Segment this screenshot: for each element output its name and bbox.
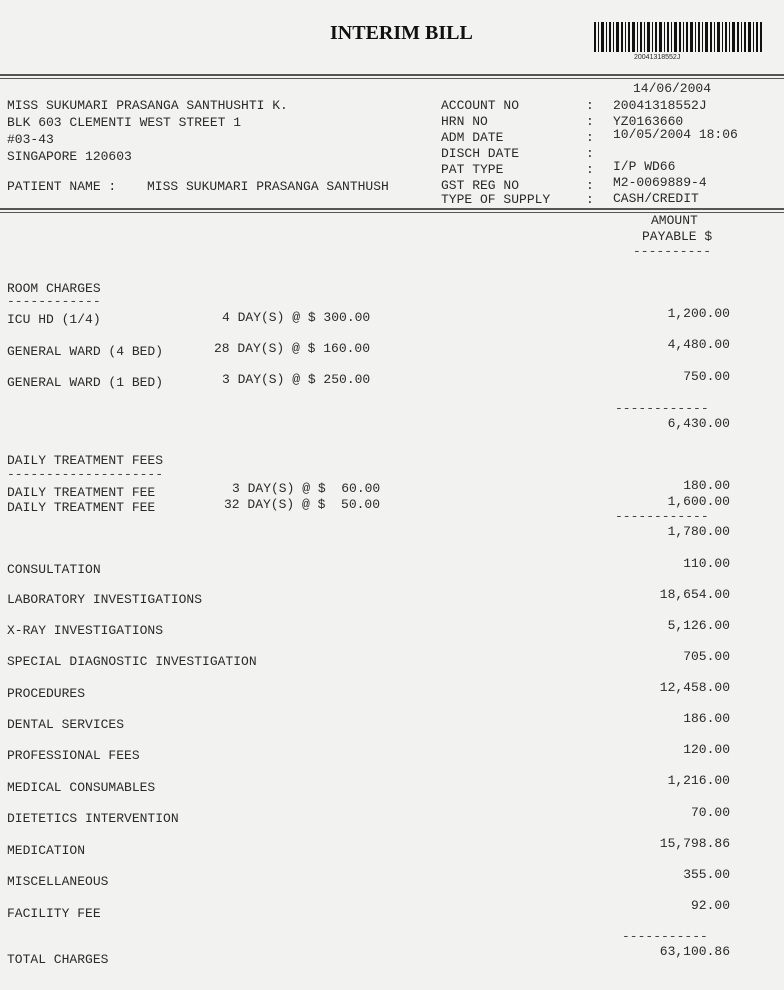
account-no-label: ACCOUNT NO: [441, 98, 520, 113]
type-of-supply-sep: :: [586, 192, 594, 207]
daily-treatment-item-amount: 1,600.00: [667, 494, 730, 509]
total-charges-label: TOTAL CHARGES: [7, 952, 109, 967]
adm-date-value: 10/05/2004 18:06: [613, 127, 738, 142]
room-item-qty: 28 DAY(S) @ $ 160.00: [214, 341, 371, 356]
amount-header-underline: ----------: [633, 244, 712, 259]
charge-amount: 186.00: [683, 711, 730, 726]
adm-date-sep: :: [586, 130, 594, 145]
room-item-desc: GENERAL WARD (4 BED): [7, 344, 164, 359]
total-charges-amount: 63,100.86: [659, 944, 730, 959]
charge-desc: CONSULTATION: [7, 562, 101, 577]
barcode-icon: [592, 22, 764, 52]
charge-amount: 120.00: [683, 742, 730, 757]
room-item-desc: GENERAL WARD (1 BED): [7, 375, 164, 390]
daily-treatment-item-amount: 180.00: [683, 478, 730, 493]
hrn-no-label: HRN NO: [441, 114, 488, 129]
header-rule-thin: [0, 78, 784, 79]
header-rule: [0, 74, 784, 76]
charge-amount: 110.00: [683, 556, 730, 571]
adm-date-label: ADM DATE: [441, 130, 504, 145]
address-line-1: MISS SUKUMARI PRASANGA SANTHUSHTI K.: [7, 98, 288, 113]
details-rule: [0, 208, 784, 210]
bill-date: 14/06/2004: [633, 81, 712, 96]
room-item-desc: ICU HD (1/4): [7, 312, 101, 327]
address-line-4: SINGAPORE 120603: [7, 149, 132, 164]
account-no-value: 20041318552J: [613, 98, 707, 113]
daily-treatment-subtotal-rule: ------------: [615, 509, 709, 524]
room-charges-heading: ROOM CHARGES: [7, 281, 101, 296]
total-rule: -----------: [622, 929, 708, 944]
room-item-qty: 4 DAY(S) @ $ 300.00: [222, 310, 371, 325]
charge-desc: X-RAY INVESTIGATIONS: [7, 623, 164, 638]
room-item-qty: 3 DAY(S) @ $ 250.00: [222, 372, 371, 387]
disch-date-sep: :: [586, 146, 594, 161]
disch-date-label: DISCH DATE: [441, 146, 520, 161]
daily-treatment-heading: DAILY TREATMENT FEES: [7, 453, 164, 468]
document-title: INTERIM BILL: [330, 22, 473, 44]
room-item-amount: 1,200.00: [667, 306, 730, 321]
amount-header-line-2: PAYABLE $: [642, 229, 713, 244]
charge-desc: DIETETICS INTERVENTION: [7, 811, 179, 826]
daily-treatment-item-qty: 32 DAY(S) @ $ 50.00: [224, 497, 381, 512]
address-line-2: BLK 603 CLEMENTI WEST STREET 1: [7, 115, 242, 130]
pat-type-label: PAT TYPE: [441, 162, 504, 177]
charge-amount: 92.00: [690, 898, 730, 913]
charge-desc: MEDICAL CONSUMABLES: [7, 780, 156, 795]
charge-amount: 705.00: [683, 649, 730, 664]
charge-amount: 1,216.00: [667, 773, 730, 788]
pat-type-sep: :: [586, 162, 594, 177]
room-item-amount: 4,480.00: [667, 337, 730, 352]
type-of-supply-label: TYPE OF SUPPLY: [441, 192, 551, 207]
daily-treatment-item-desc: DAILY TREATMENT FEE: [7, 500, 156, 515]
patient-name-label: PATIENT NAME :: [7, 179, 117, 194]
charge-amount: 15,798.86: [659, 836, 730, 851]
type-of-supply-value: CASH/CREDIT: [613, 191, 699, 206]
room-item-amount: 750.00: [683, 369, 730, 384]
account-no-sep: :: [586, 98, 594, 113]
charge-desc: PROCEDURES: [7, 686, 86, 701]
patient-name-value: MISS SUKUMARI PRASANGA SANTHUSH: [147, 179, 389, 194]
pat-type-value: I/P WD66: [613, 159, 676, 174]
charge-amount: 18,654.00: [659, 587, 730, 602]
room-charges-heading-underline: ------------: [7, 294, 101, 309]
daily-treatment-item-qty: 3 DAY(S) @ $ 60.00: [232, 481, 381, 496]
room-subtotal-rule: ------------: [615, 401, 709, 416]
daily-treatment-item-desc: DAILY TREATMENT FEE: [7, 485, 156, 500]
charge-desc: MEDICATION: [7, 843, 86, 858]
daily-treatment-subtotal: 1,780.00: [667, 524, 730, 539]
gst-reg-no-label: GST REG NO: [441, 178, 520, 193]
charge-desc: MISCELLANEOUS: [7, 874, 109, 889]
charge-amount: 5,126.00: [667, 618, 730, 633]
gst-reg-no-sep: :: [586, 178, 594, 193]
hrn-no-value: YZ0163660: [613, 114, 684, 129]
amount-header-line-1: AMOUNT: [651, 213, 698, 228]
charge-amount: 70.00: [690, 805, 730, 820]
charge-amount: 355.00: [683, 867, 730, 882]
barcode-number: 20041318552J: [634, 54, 681, 61]
room-subtotal: 6,430.00: [667, 416, 730, 431]
charge-amount: 12,458.00: [659, 680, 730, 695]
charge-desc: DENTAL SERVICES: [7, 717, 125, 732]
daily-treatment-heading-underline: --------------------: [7, 467, 164, 482]
charge-desc: PROFESSIONAL FEES: [7, 748, 140, 763]
address-line-3: #03-43: [7, 132, 54, 147]
gst-reg-no-value: M2-0069889-4: [613, 175, 707, 190]
charge-desc: SPECIAL DIAGNOSTIC INVESTIGATION: [7, 654, 257, 669]
hrn-no-sep: :: [586, 114, 594, 129]
charge-desc: LABORATORY INVESTIGATIONS: [7, 592, 203, 607]
charge-desc: FACILITY FEE: [7, 906, 101, 921]
